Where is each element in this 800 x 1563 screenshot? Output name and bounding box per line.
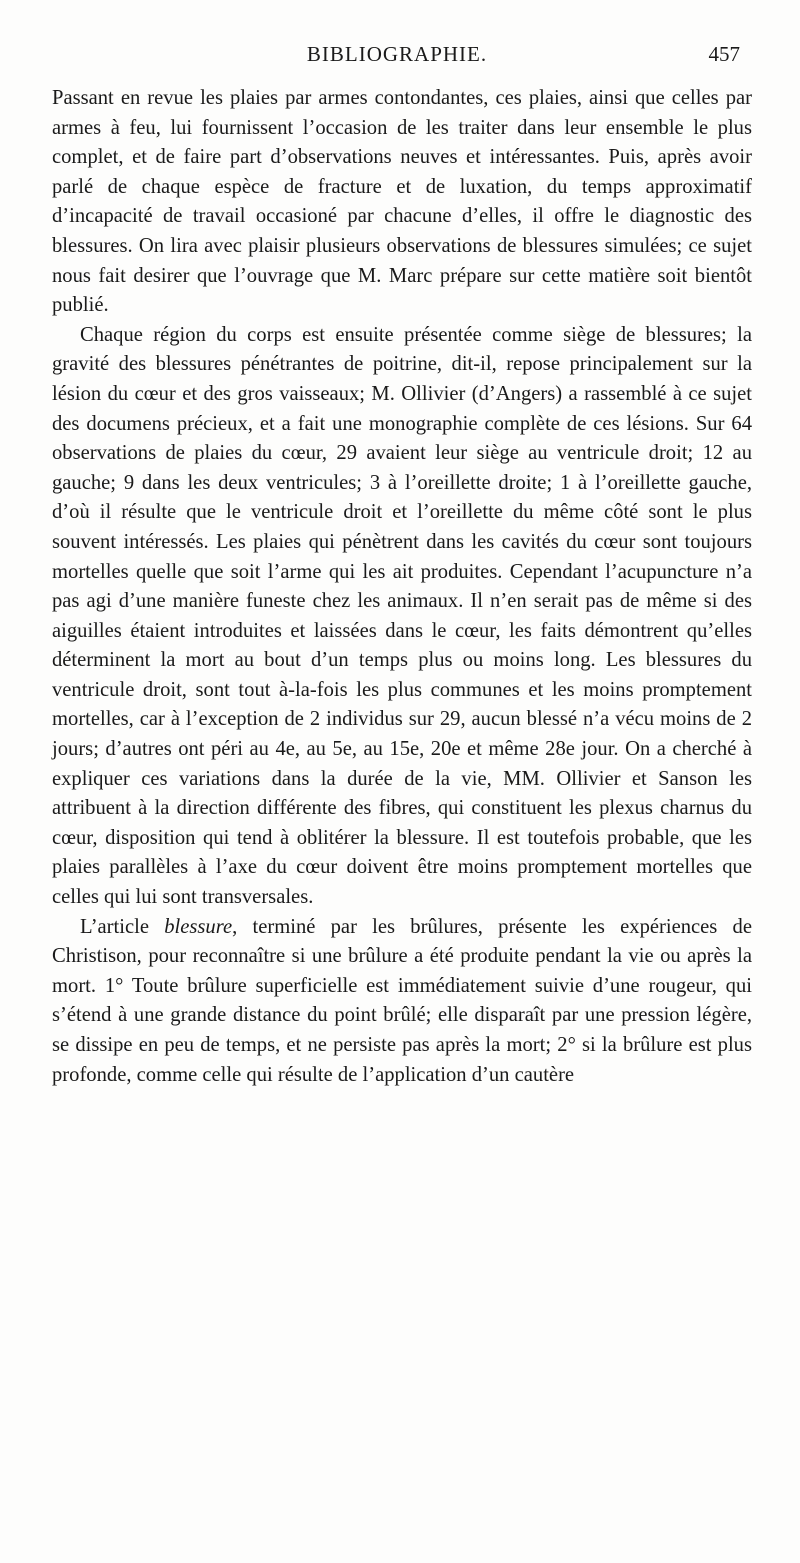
running-title: BIBLIOGRAPHIE. [306,42,488,66]
paragraph-3-rest: , terminé par les brûlures, présente les expériences de Christison, pour reconnaître si une brûlure a été produite pendant la vie ou après la mort. 1° Toute brûlure superficielle est immédiatement suivie d’une rougeur, qui s’étend à une grande distance du point brûlé; elle disparaît par une pression légère, se dissipe en peu de temps, et ne persiste pas après la mort; 2° si la brûlure est plus profonde, comme celle qui résulte de l’application d’un cautère [52,915,752,1086]
paragraph-3-lead: L’article [80,915,165,938]
paragraph-3-italic-term: blessure [164,915,233,938]
paragraph-2: Chaque région du corps est ensuite présentée comme siège de blessures; la gravité des blessures pénétrantes de poitrine, dit-il, repose principalement sur la lésion du cœur et des gros vaisseaux; M. Ollivier (d’Angers) a rassemblé à ce sujet des documens précieux, et a fait une monographie complète de ces lésions. Sur 64 observations de plaies du cœur, 29 avaient leur siège au ventricule droit; 12 au gauche; 9 dans les deux ventricules; 3 à l’oreillette droite; 1 à l’oreillette gauche, d’où il résulte que le ventricule droit et l’oreillette du même côté sont le plus souvent intéressés. Les plaies qui pénètrent dans les cavités du cœur sont toujours mortelles quelle que soit l’arme qui les ait produites. Cependant l’acupuncture n’a pas agi d’une manière funeste chez les animaux. Il n’en serait pas de même si des aiguilles étaient introduites et laissées dans le cœur, les faits démontrent qu’elles déterminent la mort au bout d’un temps plus ou moins long. Les blessures du ventricule droit, sont tout à-la-fois les plus communes et les moins promptement mortelles, car à l’exception de 2 individus sur 29, aucun blessé n’a vécu moins de 2 jours; d’autres ont péri au 4e, au 5e, au 15e, 20e et même 28e jour. On a cherché à expliquer ces variations dans la durée de la vie, MM. Ollivier et Sanson les attribuent à la direction différente des fibres, qui constituent les plexus charnus du cœur, disposition qui tend à oblitérer la blessure. Il est toutefois probable, que les plaies parallèles à l’axe du cœur doivent être moins promptement mortelles que celles qui lui sont transversales. [52,323,752,909]
paragraph-1: Passant en revue les plaies par armes contondantes, ces plaies, ainsi que celles par armes à feu, lui fournissent l’occasion de les traiter dans leur ensemble le plus complet, et de faire part d’observations neuves et intéressantes. Puis, après avoir parlé de chaque espèce de fracture et de luxation, du temps approximatif d’incapacité de travail occasioné par chacune d’elles, il offre le diagnostic des blessures. On lira avec plaisir plusieurs observations de blessures simulées; ce sujet nous fait desirer que l’ouvrage que M. Marc prépare sur cette matière soit bientôt publié. [52,87,752,317]
running-head [52,42,742,72]
page-number: 457 [708,42,740,66]
paragraph-3 [52,913,752,1091]
body-text [52,84,752,1090]
